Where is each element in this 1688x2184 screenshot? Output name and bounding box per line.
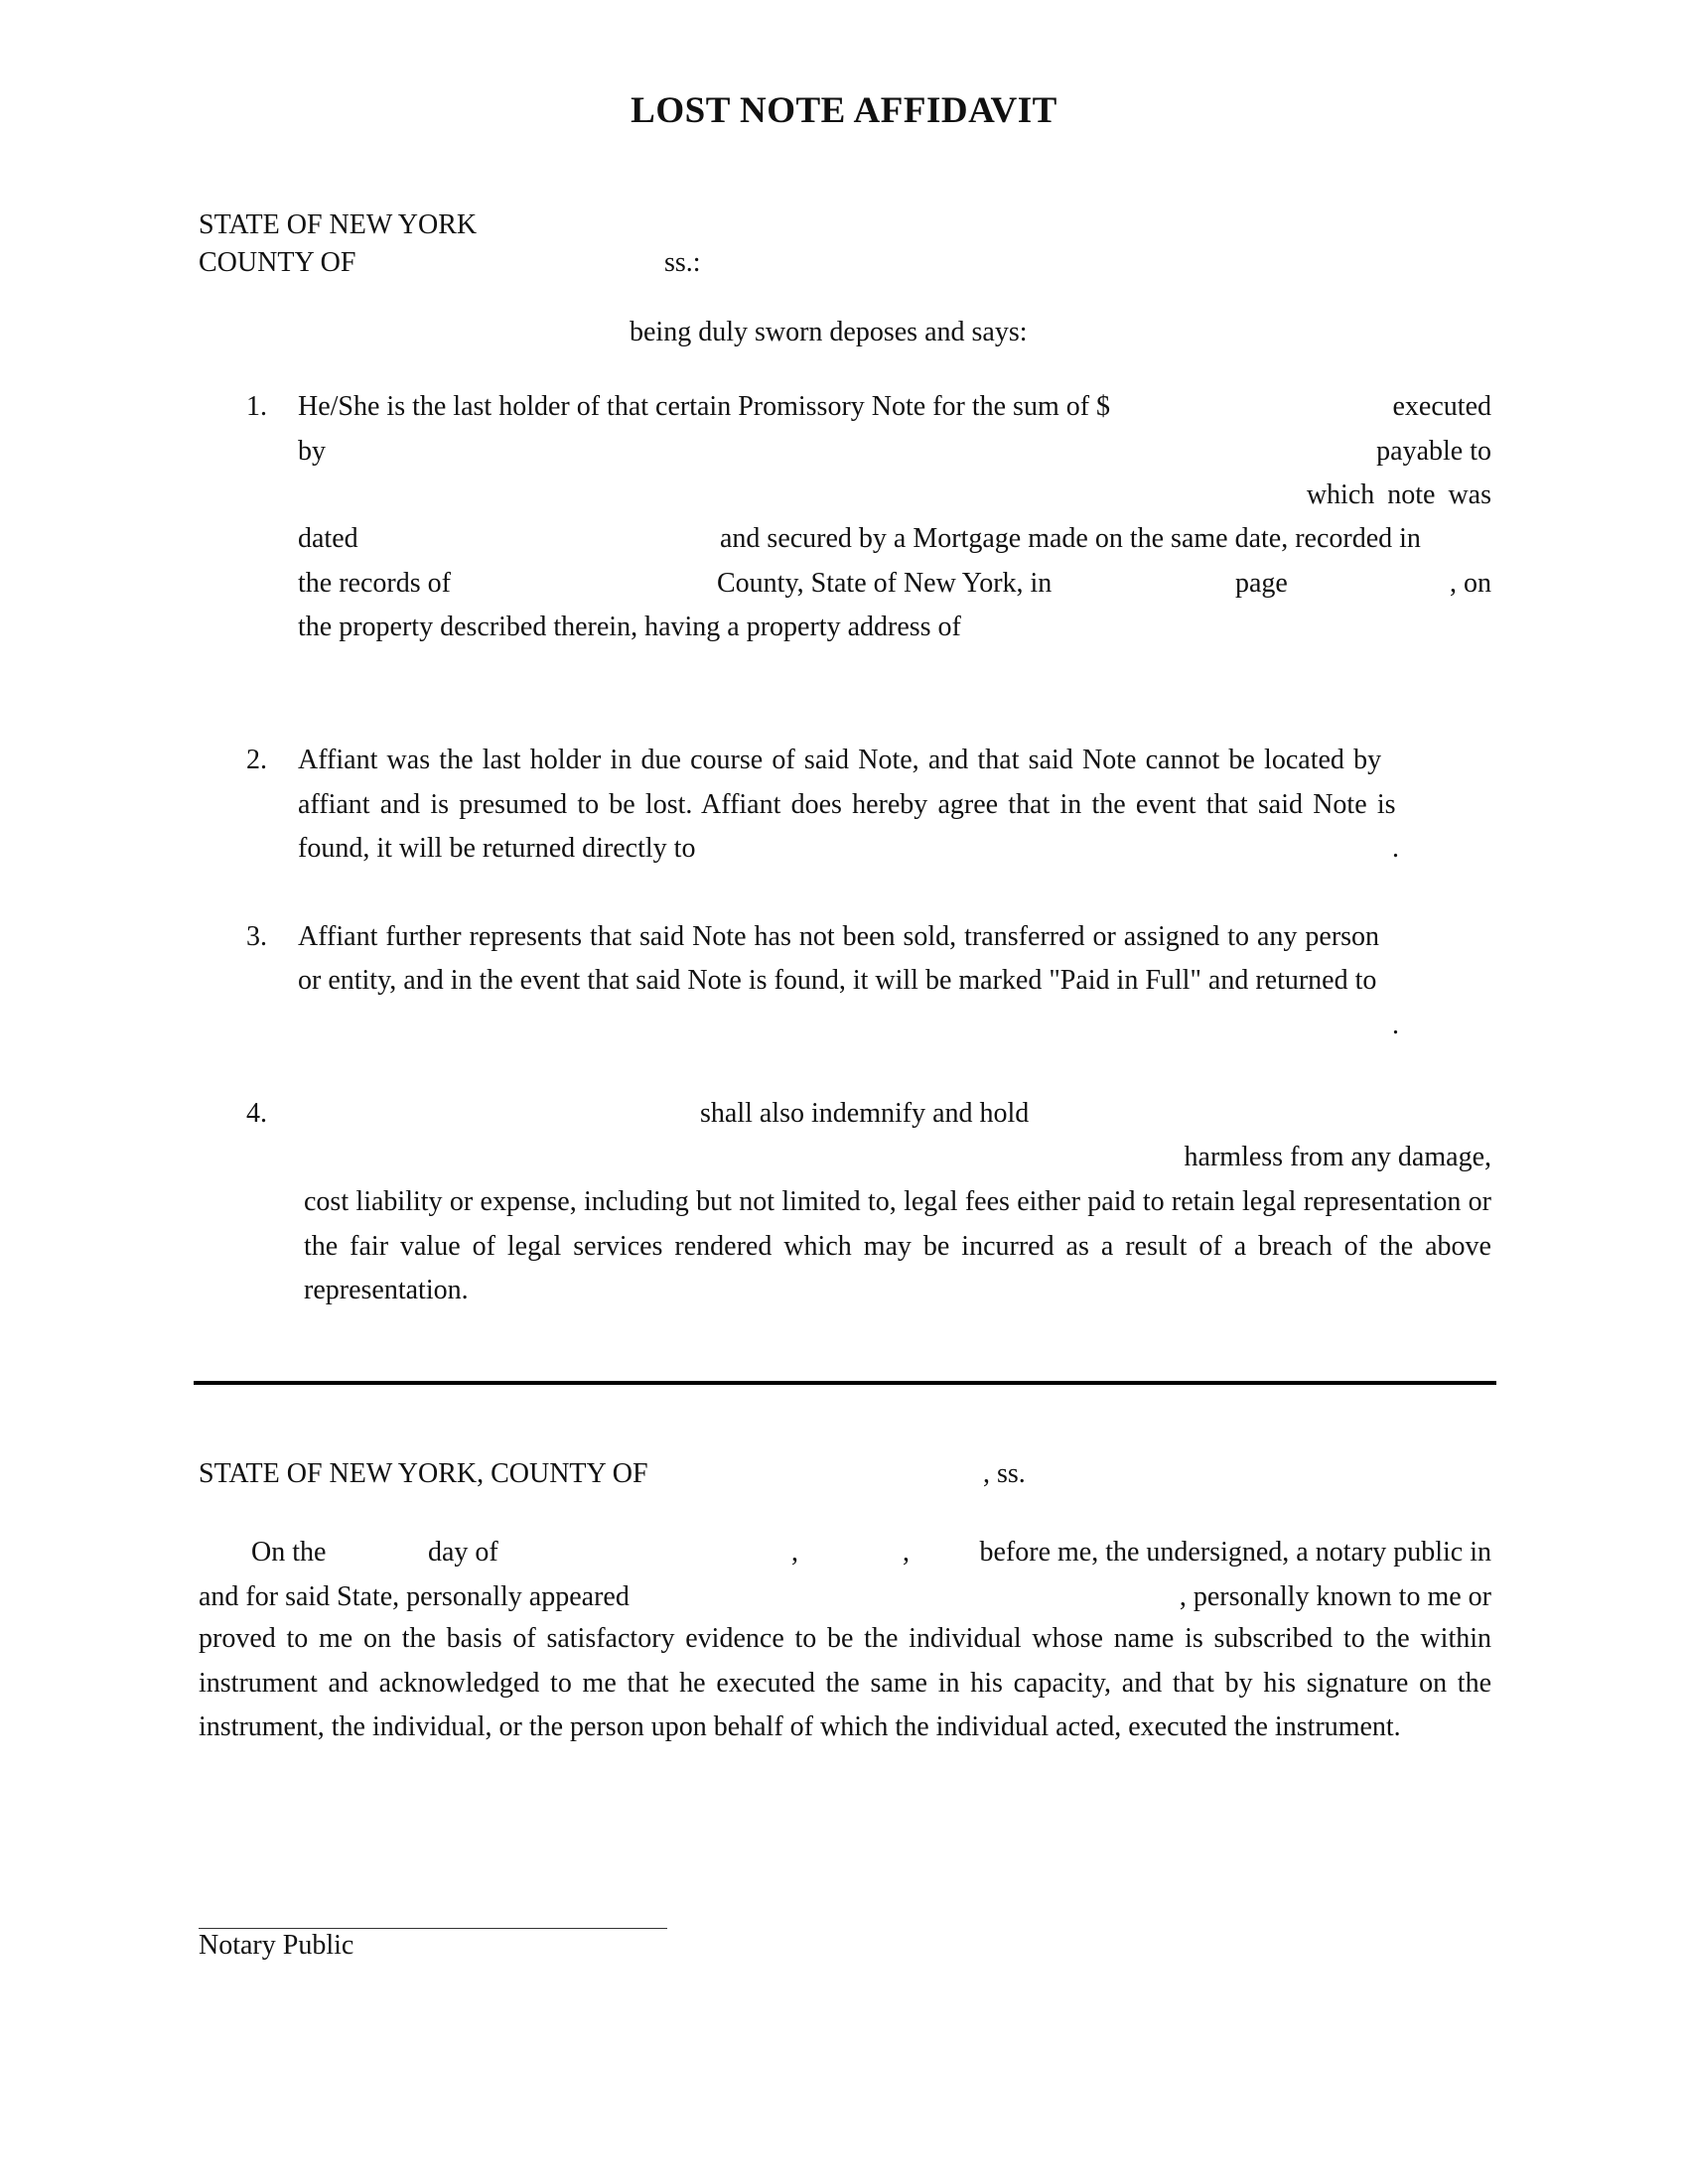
item2-period: . [1392,833,1399,864]
item3-period: . [1392,1010,1399,1040]
item4-number: 4. [246,1098,267,1129]
ack-line1-e: before me, the undersigned, a notary public in [979,1537,1491,1568]
ack-line2-b: , personally known to me or [1179,1581,1491,1612]
item4-line2: harmless from any damage, [1184,1142,1491,1172]
ack-venue: STATE OF NEW YORK, COUNTY OF [199,1458,648,1489]
intro-statement: being duly sworn deposes and says: [630,317,1028,347]
item1-line2-a: by [298,436,326,467]
item1-line3: which note was [1306,479,1491,510]
notary-label: Notary Public [199,1930,354,1961]
item1-line2-b: payable to [1376,436,1491,467]
ack-venue-ss: , ss. [983,1458,1026,1489]
item1-line5-c: page [1235,568,1288,599]
item1-line4-b: and secured by a Mortgage made on the same date, recorded in [720,523,1421,554]
document-title: LOST NOTE AFFIDAVIT [631,90,1057,131]
item2-line2: affiant and is presumed to be lost. Affiant does hereby agree that in the event that said Note is [298,789,1396,820]
item4-line1: shall also indemnify and hold [700,1098,1030,1129]
item3-line2: or entity, and in the event that said Note is found, it will be marked "Paid in Full" and returned to [298,965,1377,996]
ack-line2-a: and for said State, personally appeared [199,1581,630,1612]
item2-line3: found, it will be returned directly to [298,833,696,864]
item1-line4-a: dated [298,523,358,554]
item1-number: 1. [246,391,267,422]
item3-line1: Affiant further represents that said Note has not been sold, transferred or assigned to any person [298,921,1380,952]
section-divider [194,1381,1496,1385]
item1-line1-b: executed [1392,391,1491,422]
ack-line1-a: On the [251,1537,327,1568]
item3-number: 3. [246,921,267,952]
item1-line1-a: He/She is the last holder of that certain Promissory Note for the sum of $ [298,391,1111,422]
venue-county: COUNTY OF [199,247,356,278]
item1-line5-b: County, State of New York, in [717,568,1053,599]
item1-line5-d: , on [1450,568,1491,599]
ack-line1-b: day of [428,1537,498,1568]
venue-ss: ss.: [664,247,701,278]
item4-body: cost liability or expense, including but not limited to, legal fees either paid to retain legal representation or the fair value of legal services rendered which may be incurred as a result of a breach of the above representation. [304,1186,1491,1305]
item1-line5-a: the records of [298,568,451,599]
item2-line1: Affiant was the last holder in due course of said Note, and that said Note cannot be located by [298,745,1382,775]
ack-body: proved to me on the basis of satisfactory evidence to be the individual whose name is subscribed to the within instrument and acknowledged to me that he executed the same in his capacity, and that by his signature on the instrument, the individual, or the person upon behalf of which the individual acted, executed the instrument. [199,1623,1491,1742]
item1-line6: the property described therein, having a property address of [298,612,961,642]
ack-line1-c: , [791,1537,798,1568]
ack-line1-d: , [903,1537,910,1568]
item2-number: 2. [246,745,267,775]
venue-state: STATE OF NEW YORK [199,209,478,240]
